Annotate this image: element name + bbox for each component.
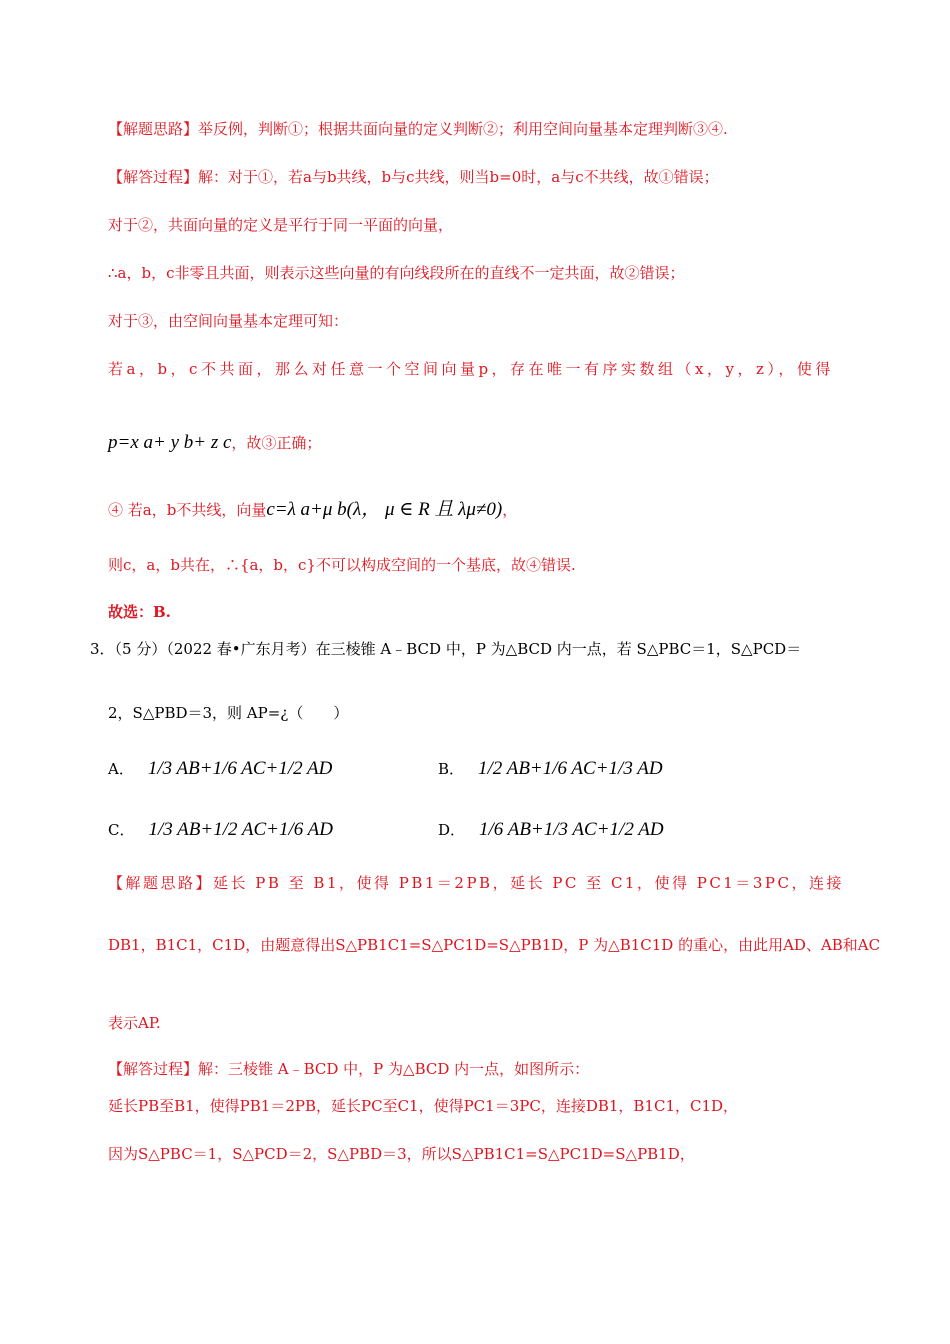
vector-c-formula: c=λ a+μ b(λ， μ ∈ R 且 λμ≠0) (266, 499, 503, 520)
solution-line-2: 对于②，共面向量的定义是平行于同一平面的向量， (108, 216, 454, 234)
option-c: C． 1/3 AB+1/2 AC+1/6 AD (108, 819, 334, 840)
option-b: B． 1/2 AB+1/6 AC+1/3 AD (438, 758, 663, 779)
q3-process-line-2: 延长PB至B1，使得PB1＝2PB，延长PC至C1，使得PC1＝3PC，连接DB1，B1C1，C1D， (108, 1097, 739, 1115)
option-b-expression: 1/2 AB+1/6 AC+1/3 AD (478, 758, 663, 779)
q3-process-line-1: 【解答过程】解：三棱锥 A﹣BCD 中，P 为△BCD 内一点，如图所示： (108, 1060, 590, 1078)
answer-line: 故选：B. (108, 603, 171, 621)
solution-line-4: 对于③，由空间向量基本定理可知： (108, 312, 349, 330)
vector-decomposition-formula: p=x a+ y b+ z c (108, 432, 232, 453)
q3-idea-line-1: 【解题思路】延长 PB 至 B1，使得 PB1＝2PB，延长 PC 至 C1，使得 PC1＝3PC，连接 (108, 874, 844, 892)
option-d: D． 1/6 AB+1/3 AC+1/2 AD (438, 819, 664, 840)
solution-line-7: ④ 若a，b不共线，向量c=λ a+μ b(λ， μ ∈ R 且 λμ≠0)， (108, 499, 518, 520)
question-3-stem-1: 3．（5 分）（2022 春•广东月考）在三棱锥 A﹣BCD 中，P 为△BCD 内一点，若 S△PBC＝1，S△PCD＝ (90, 640, 802, 658)
q3-idea-line-2: DB1，B1C1，C1D，由题意得出S△PB1C1=S△PC1D=S△PB1D，P 为△B1C1D 的重心，由此用AD、AB和AC (108, 936, 881, 954)
q3-process-line-3: 因为S△PBC＝1，S△PCD＝2，S△PBD＝3，所以S△PB1C1=S△PC1D=S△PB1D， (108, 1145, 695, 1163)
option-c-expression: 1/3 AB+1/2 AC+1/6 AD (148, 819, 334, 840)
solution-line-8: 则c，a，b共在，∴{a，b，c}不可以构成空间的一个基底，故④错误. (108, 556, 576, 574)
option-a-expression: 1/3 AB+1/6 AC+1/2 AD (147, 758, 333, 779)
solution-line-5: 若a，b，c不共面，那么对任意一个空间向量p，存在唯一有序实数组（x，y，z），使得 (108, 360, 834, 378)
option-a: A． 1/3 AB+1/6 AC+1/2 AD (108, 758, 333, 779)
solution-process-intro: 【解答过程】解：对于①，若a与b共线，b与c共线，则当b=0时，a与c不共线，故①错误； (108, 168, 719, 186)
option-d-expression: 1/6 AB+1/3 AC+1/2 AD (479, 819, 664, 840)
solution-line-6 (108, 432, 321, 454)
solution-line-3: ∴a，b，c非零且共面，则表示这些向量的有向线段所在的直线不一定共面，故②错误； (108, 264, 685, 282)
question-3-stem-2: 2，S△PBD＝3，则 AP=¿（ ） (108, 704, 349, 722)
q3-idea-line-3: 表示AP. (108, 1014, 161, 1032)
solution-idea: 【解题思路】举反例，判断①；根据共面向量的定义判断②；利用空间向量基本定理判断③④. (108, 120, 728, 138)
conclusion-3: ，故③正确； (231, 434, 322, 452)
